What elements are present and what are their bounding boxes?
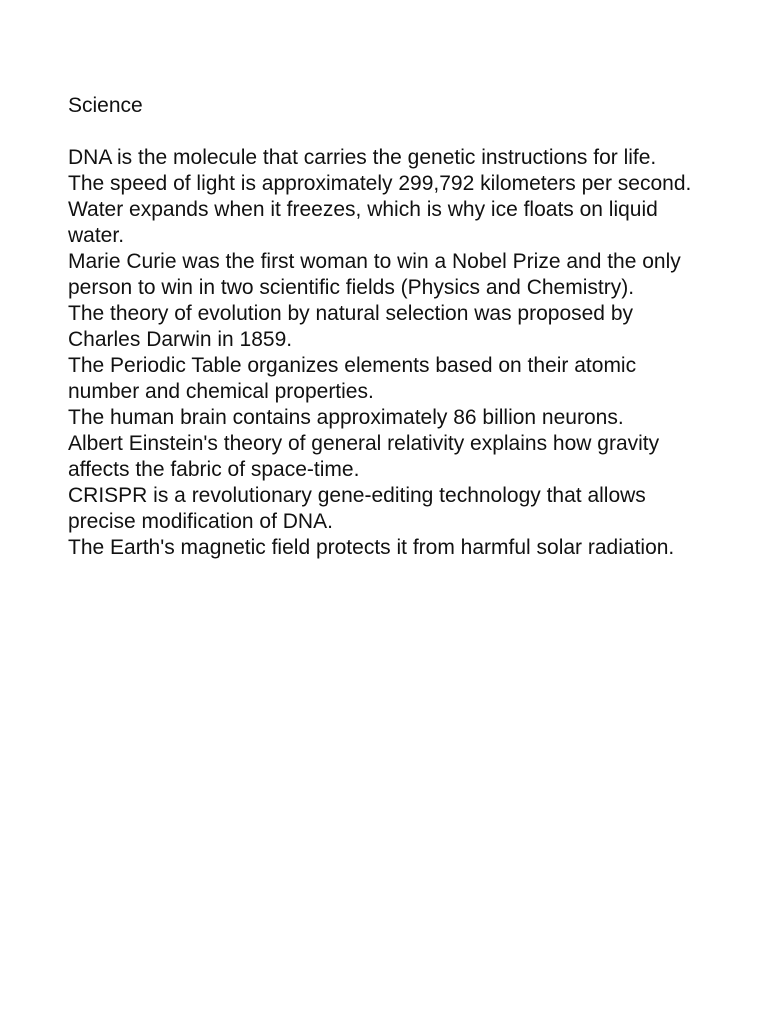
document-title: Science xyxy=(68,94,143,117)
fact-item: The Earth's magnetic field protects it from harmful solar radiation. xyxy=(68,536,675,559)
document-body xyxy=(68,93,700,561)
fact-item: The human brain contains approximately 86 billion neurons. xyxy=(68,406,624,429)
fact-item: The speed of light is approximately 299,792 kilometers per second. xyxy=(68,172,692,195)
fact-item: DNA is the molecule that carries the genetic instructions for life. xyxy=(68,146,657,169)
fact-item: The theory of evolution by natural selection was proposed by Charles Darwin in 1859. xyxy=(68,302,634,351)
fact-list xyxy=(68,145,700,561)
fact-item: Albert Einstein's theory of general relativity explains how gravity affects the fabric of space-time. xyxy=(68,432,660,481)
fact-item: Marie Curie was the first woman to win a Nobel Prize and the only person to win in two scientific fields (Physics and Chemistry). xyxy=(68,250,681,299)
fact-item: The Periodic Table organizes elements based on their atomic number and chemical properties. xyxy=(68,354,637,403)
fact-item: Water expands when it freezes, which is why ice floats on liquid water. xyxy=(68,198,658,247)
fact-item: CRISPR is a revolutionary gene-editing technology that allows precise modification of DNA. xyxy=(68,484,646,533)
